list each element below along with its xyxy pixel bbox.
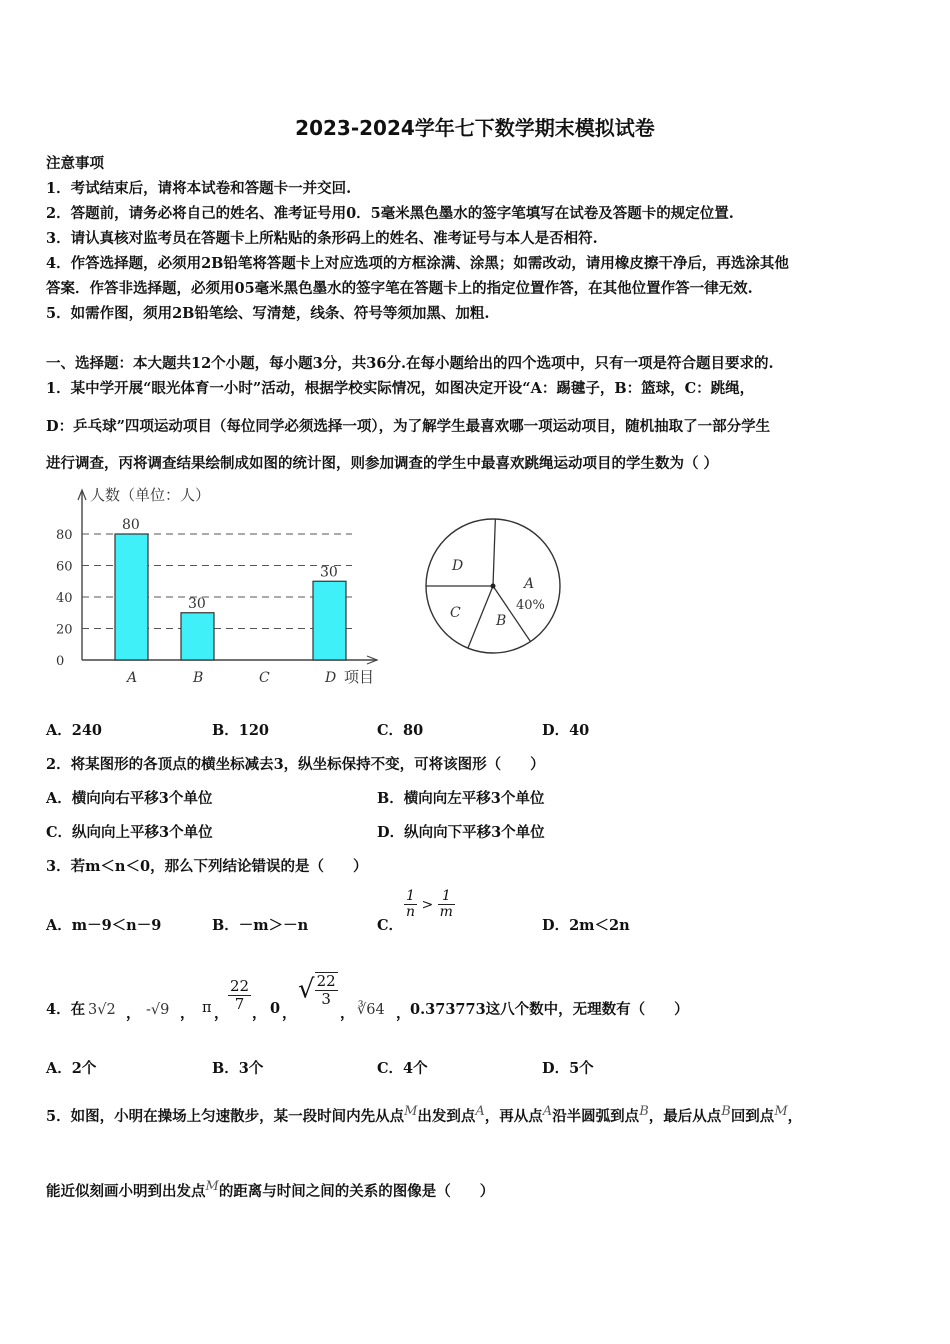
- q2-option-c: C．纵向向上平移3个单位: [46, 824, 213, 841]
- x-tick-label: B: [193, 670, 204, 686]
- q3-stem: 3．若m＜n＜0，那么下列结论错误的是（ ）: [46, 858, 368, 875]
- q4-option-d: D．5个: [542, 1060, 594, 1077]
- notice-item: 5．如需作图，须用2B铅笔绘、写清楚，线条、符号等须加黑、加粗.: [46, 305, 490, 322]
- notice-item: 4．作答选择题，必须用2B铅笔将答题卡上对应选项的方框涂满、涂黑；如需改动，请用橡皮擦干净后，再选涂其他: [46, 255, 789, 272]
- q2-option-d: D．纵向向下平移3个单位: [377, 824, 545, 841]
- q4-sep: ，: [180, 1005, 195, 1022]
- bar: [181, 613, 214, 660]
- q2-stem: 2．将某图形的各顶点的横坐标减去3，纵坐标保持不变，可将该图形（ ）: [46, 756, 545, 773]
- q1-option-a: A．240: [46, 722, 103, 739]
- bar-chart: [40, 484, 400, 694]
- q3-option-c-math: $\frac{1}{n}$ > $\frac{1}{m}$: [406, 888, 453, 921]
- data-label: 30: [320, 564, 338, 581]
- q4-item-neg-sqrt9: -√9: [146, 1002, 170, 1018]
- q4-item-sqrt-frac: √ $\frac{22}{3}$: [298, 972, 336, 1008]
- q4-sep: ，: [252, 1005, 267, 1022]
- q1-line: D：乒乓球”四项运动项目（每位同学必须选择一项），为了解学生最喜欢哪一项运动项目，随机抽取了一部分学生: [46, 418, 771, 435]
- notice-item: 2．答题前，请务必将自己的姓名、准考证号用0．5毫米黑色墨水的签字笔填写在试卷及答题卡的规定位置.: [46, 205, 734, 222]
- q4-sep: ，: [340, 1005, 355, 1022]
- q4-item-cbrt64: ∛64: [357, 1002, 385, 1018]
- pie-slice-label: C: [450, 605, 461, 621]
- q4-option-b: B．3个: [212, 1060, 264, 1077]
- x-tick-label: A: [127, 670, 138, 686]
- q1-option-b: B．120: [212, 722, 270, 739]
- x-axis-label: 项目: [344, 668, 375, 686]
- q3-option-d: D．2m＜2n: [542, 917, 630, 934]
- q4-option-c: C．4个: [377, 1060, 428, 1077]
- q2-option-a: A．横向向右平移3个单位: [46, 790, 213, 807]
- q4-sep: ，: [214, 1005, 229, 1022]
- q4-item-pi: π: [202, 1000, 212, 1016]
- q4-item-frac: $\frac{22}{7}$: [230, 977, 250, 1013]
- q3-option-c: C．: [377, 917, 404, 934]
- q4-item-3sqrt2: 3√2: [88, 1002, 116, 1018]
- y-tick-label: 0: [56, 654, 65, 669]
- q4-item-zero: 0: [270, 1000, 281, 1017]
- bar: [115, 534, 148, 660]
- pie-slice-label: D: [452, 558, 464, 574]
- notice-item: 3．请认真核对监考员在答题卡上所粘贴的条形码上的姓名、准考证号与本人是否相符.: [46, 230, 598, 247]
- q3-option-b: B．－m＞－n: [212, 917, 309, 934]
- q1-option-d: D．40: [542, 722, 590, 739]
- x-tick-label: D: [325, 670, 337, 686]
- q1-line: 进行调查，丙将调查结果绘制成如图的统计图，则参加调查的学生中最喜欢跳绳运动项目的学生数为（ ）: [46, 455, 719, 472]
- notice-heading: 注意事项: [46, 155, 104, 172]
- data-label: 30: [188, 595, 206, 612]
- pie-annotation: 40%: [516, 598, 545, 613]
- y-tick-label: 40: [56, 591, 73, 606]
- notice-item: 答案．作答非选择题，必须用05毫米黑色墨水的签字笔在答题卡上的指定位置作答，在其他位置作答一律无效.: [46, 280, 753, 297]
- q5-line1: 5．如图，小明在操场上匀速散步，某一段时间内先从点M出发到点A，再从点A沿半圆弧到点B，最后从点B回到点M，: [46, 1104, 803, 1125]
- y-tick-label: 60: [56, 559, 73, 575]
- bar: [313, 581, 346, 660]
- q4-sep: ，: [126, 1005, 141, 1022]
- pie-slice-label: B: [496, 613, 507, 629]
- pie-center: [491, 584, 496, 589]
- y-tick-label: 80: [56, 528, 73, 543]
- x-tick-label: C: [259, 670, 270, 686]
- page-title: 2023-2024学年七下数学期末模拟试卷: [295, 116, 655, 140]
- q4-sep: ，: [396, 1005, 411, 1022]
- q1-line: 1．某中学开展“眼光体育一小时”活动，根据学校实际情况，如图决定开设“A：踢毽子，B：篮球，C：跳绳，: [46, 380, 755, 397]
- q4-tail: 0.373773这八个数中，无理数有（ ）: [410, 1001, 689, 1018]
- q5-line2: 能近似刻画小明到出发点M的距离与时间之间的关系的图像是（ ）: [46, 1179, 495, 1200]
- data-label: 80: [122, 517, 140, 533]
- pie-chart: [420, 515, 565, 660]
- section-heading: 一、选择题：本大题共12个小题，每小题3分，共36分.在每小题给出的四个选项中，只有一项是符合题目要求的.: [46, 355, 774, 372]
- y-axis-label: 人数（单位：人）: [90, 486, 211, 504]
- y-tick-label: 20: [56, 622, 73, 638]
- q1-option-c: C．80: [377, 722, 424, 739]
- q4-prefix: 4．在: [46, 1001, 86, 1018]
- notice-item: 1．考试结束后，请将本试卷和答题卡一并交回.: [46, 180, 352, 197]
- pie-slice-label: A: [524, 576, 535, 592]
- q4-sep: ，: [282, 1005, 297, 1022]
- q3-option-a: A．m－9＜n－9: [46, 917, 162, 934]
- q2-option-b: B．横向向左平移3个单位: [377, 790, 545, 807]
- q4-option-a: A．2个: [46, 1060, 97, 1077]
